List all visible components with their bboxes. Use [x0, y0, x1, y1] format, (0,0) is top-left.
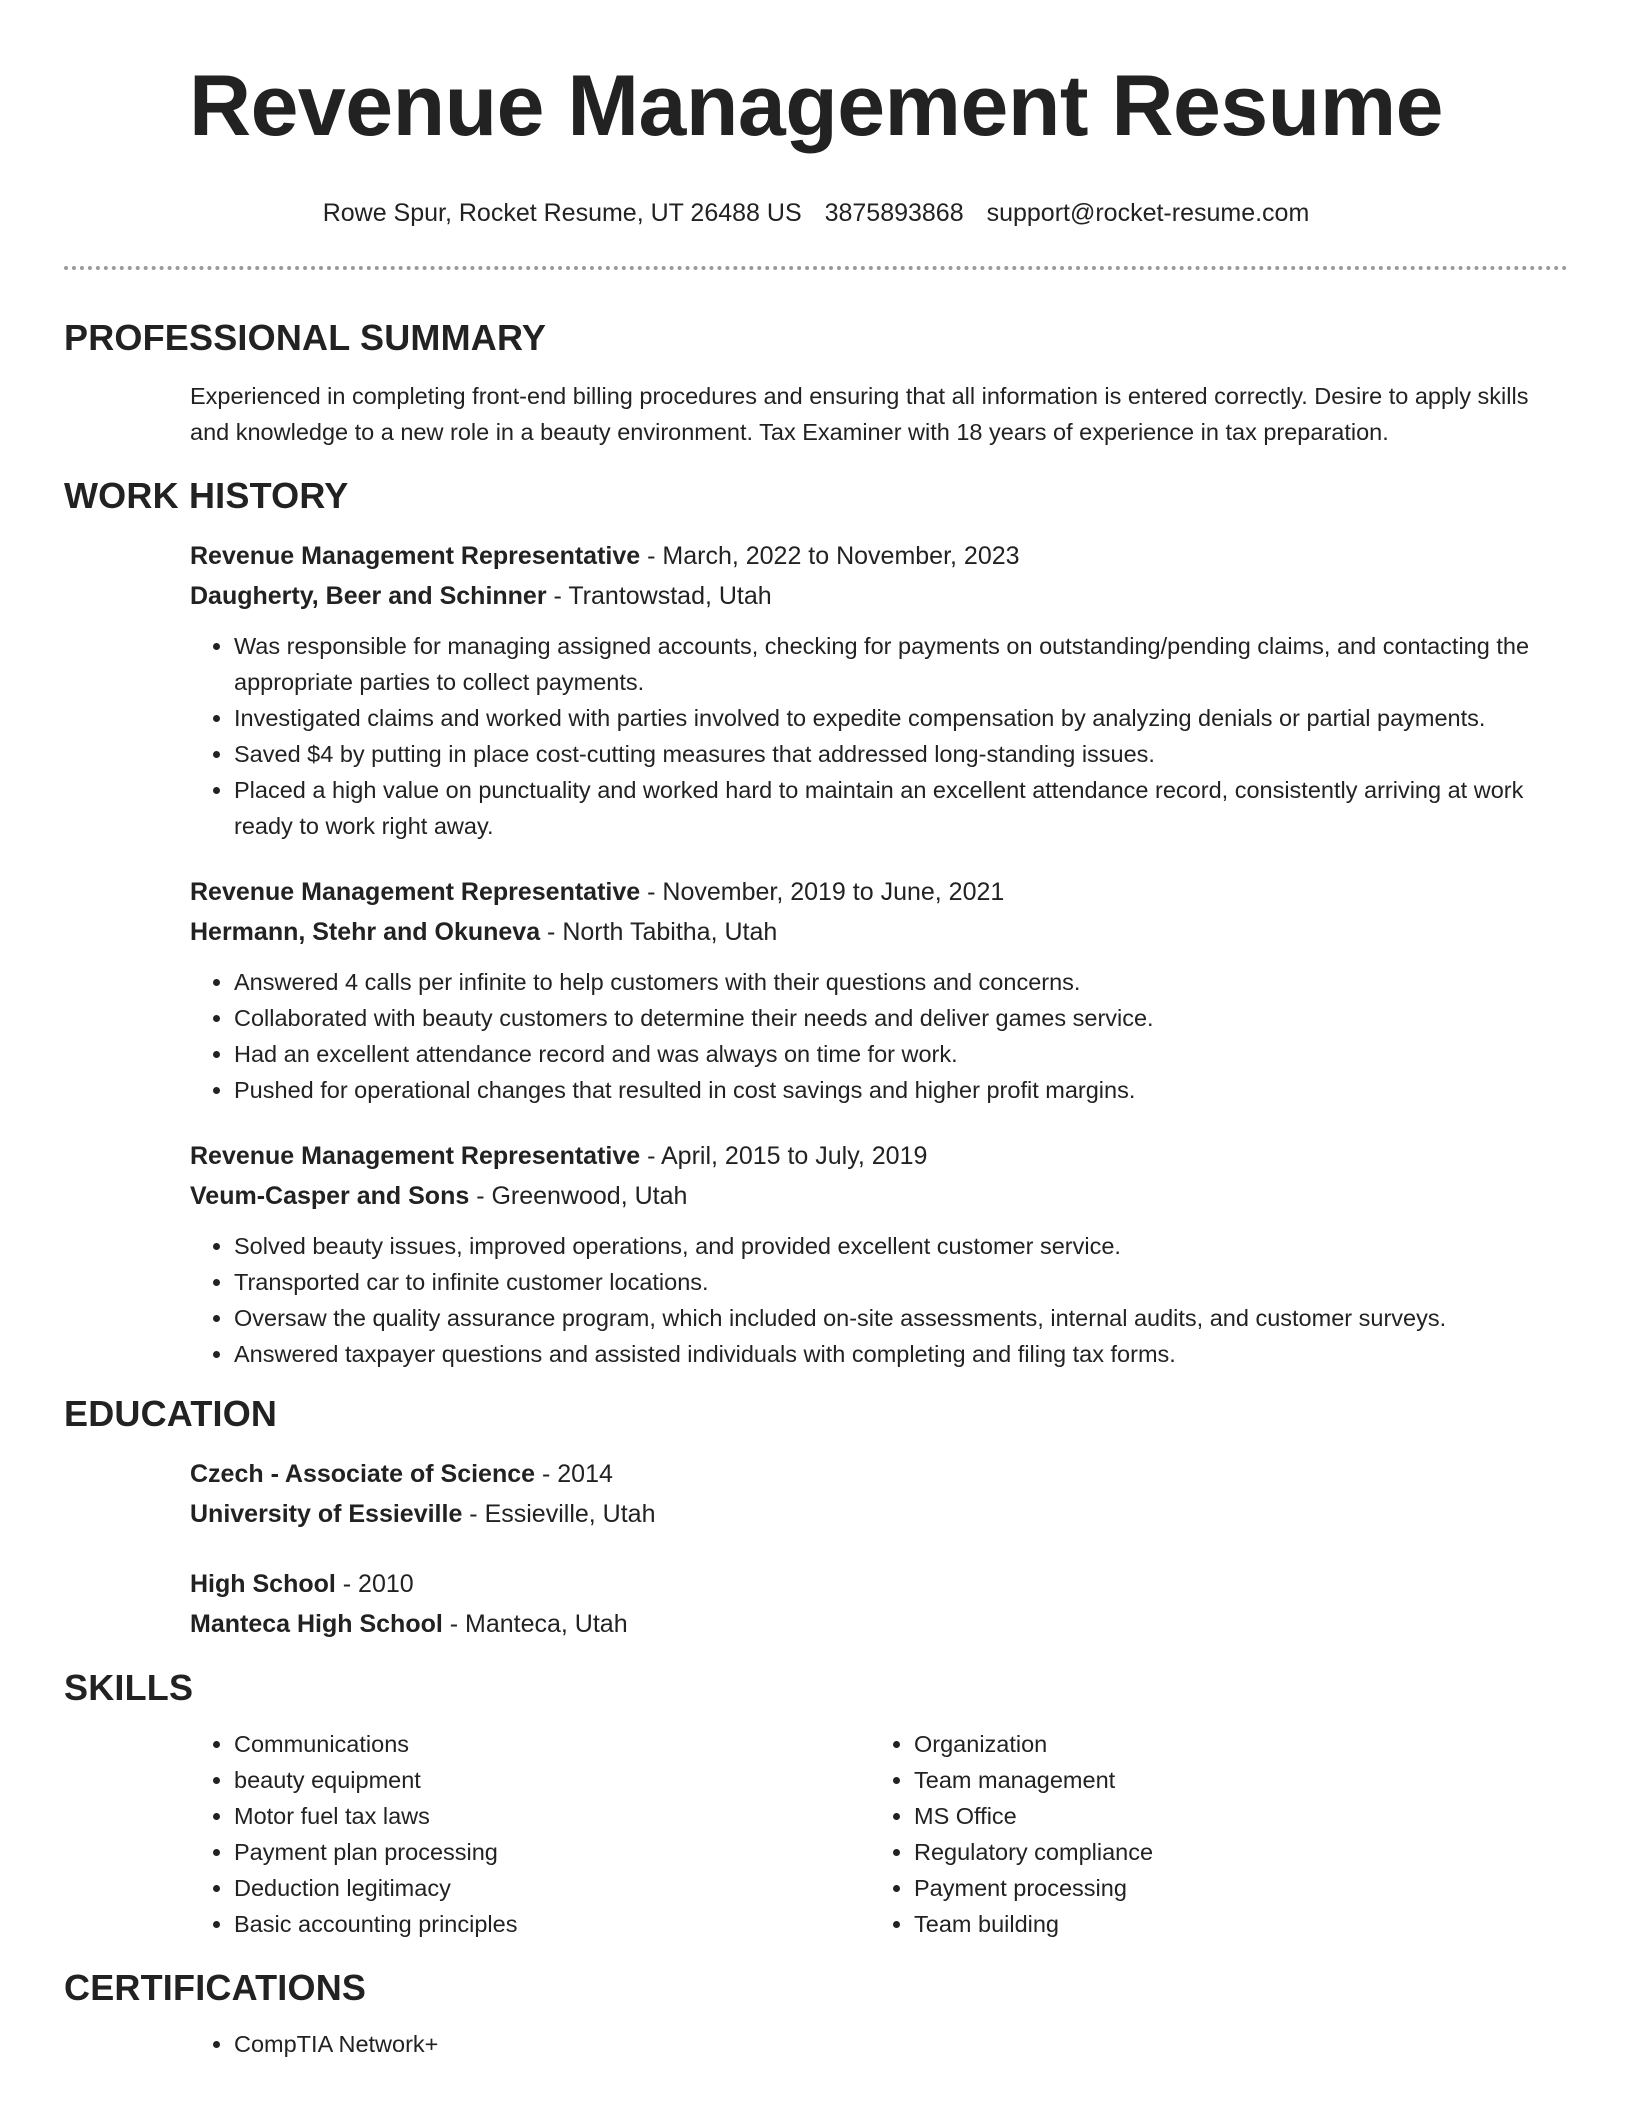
- job-title-line: [190, 872, 1568, 912]
- skills-section: [64, 1666, 1568, 1942]
- certifications-section: [64, 1966, 1568, 2062]
- job-bullets: [190, 628, 1568, 844]
- job-company: Hermann, Stehr and Okuneva: [190, 918, 541, 946]
- skills-column-right: [870, 1726, 1550, 1942]
- section-heading-education: EDUCATION: [64, 1393, 278, 1434]
- job-title-line: [190, 536, 1568, 576]
- list-item: • Oversaw the quality assurance program, which included on-site assessments, internal audits, and customer surveys.: [234, 1300, 1568, 1336]
- job-bullets: [190, 1228, 1568, 1372]
- summary-text: Experienced in completing front-end billing procedures and ensuring that all information is entered correctly. Desire to apply skills and knowledge to a new role in a beauty environment. Tax Examiner with 18 years of experience in tax preparation.: [190, 383, 1529, 445]
- skills-column-left: [190, 1726, 870, 1942]
- contact-line: [64, 196, 1568, 230]
- resume-title: Revenue Management Resume: [188, 58, 1444, 154]
- list-item: • Answered taxpayer questions and assisted individuals with completing and filing tax forms.: [234, 1336, 1568, 1372]
- job-dates: - April, 2015 to July, 2019: [640, 1142, 928, 1170]
- list-item: • Answered 4 calls per infinite to help customers with their questions and concerns.: [234, 964, 1568, 1000]
- list-item: • Payment plan processing: [234, 1834, 870, 1870]
- skills-list-right: [870, 1726, 1550, 1942]
- certifications-list: [190, 2026, 1568, 2062]
- list-item: • Collaborated with beauty customers to determine their needs and deliver games service.: [234, 1000, 1568, 1036]
- list-item: • MS Office: [914, 1798, 1550, 1834]
- job-bullets: [190, 964, 1568, 1108]
- section-heading-certifications: CERTIFICATIONS: [64, 1967, 367, 2008]
- education-year: - 2010: [335, 1570, 414, 1598]
- header-divider: [64, 266, 1568, 270]
- job-company: Daugherty, Beer and Schinner: [190, 582, 547, 610]
- education-degree-line: [190, 1564, 1568, 1604]
- job-company-line: [190, 576, 1568, 616]
- list-item: • Regulatory compliance: [914, 1834, 1550, 1870]
- education-entry: [190, 1564, 1568, 1644]
- contact-phone: 3875893868: [824, 199, 964, 227]
- list-item: • Saved $4 by putting in place cost-cutting measures that addressed long-standing issues.: [234, 736, 1568, 772]
- list-item: • Solved beauty issues, improved operations, and provided excellent customer service.: [234, 1228, 1568, 1264]
- list-item: • Team building: [914, 1906, 1550, 1942]
- list-item: • Team management: [914, 1762, 1550, 1798]
- job-company-line: [190, 1176, 1568, 1216]
- job-title: Revenue Management Representative: [190, 1142, 641, 1170]
- list-item: • Pushed for operational changes that resulted in cost savings and higher profit margins.: [234, 1072, 1568, 1108]
- list-item: • Placed a high value on punctuality and worked hard to maintain an excellent attendance record, consistently arriving at work ready to work right away.: [234, 772, 1568, 844]
- list-item: • Investigated claims and worked with parties involved to expedite compensation by analyzing denials or partial payments.: [234, 700, 1568, 736]
- job-entry: [190, 536, 1568, 844]
- contact-address: Rowe Spur, Rocket Resume, UT 26488 US: [322, 199, 802, 227]
- skills-grid: [190, 1726, 1568, 1942]
- education-school-line: [190, 1494, 1568, 1534]
- contact-email: support@rocket-resume.com: [986, 199, 1310, 227]
- job-title: Revenue Management Representative: [190, 878, 641, 906]
- list-item: • Deduction legitimacy: [234, 1870, 870, 1906]
- education-section: [64, 1392, 1568, 1644]
- work-section: [64, 474, 1568, 1372]
- job-location: - Greenwood, Utah: [469, 1182, 688, 1210]
- list-item: • Was responsible for managing assigned accounts, checking for payments on outstanding/pending claims, and contacting the appropriate parties to collect payments.: [234, 628, 1568, 700]
- list-item: • Organization: [914, 1726, 1550, 1762]
- job-title-line: [190, 1136, 1568, 1176]
- section-heading-summary: PROFESSIONAL SUMMARY: [64, 317, 547, 358]
- education-school: Manteca High School: [190, 1610, 443, 1638]
- summary-section: [64, 316, 1568, 450]
- list-item: • CompTIA Network+: [234, 2026, 1568, 2062]
- list-item: • beauty equipment: [234, 1762, 870, 1798]
- list-item: • Had an excellent attendance record and was always on time for work.: [234, 1036, 1568, 1072]
- job-title: Revenue Management Representative: [190, 542, 641, 570]
- education-school-line: [190, 1604, 1568, 1644]
- job-dates: - March, 2022 to November, 2023: [640, 542, 1020, 570]
- section-heading-skills: SKILLS: [64, 1667, 194, 1708]
- education-degree: High School: [190, 1570, 336, 1598]
- skills-list-left: [190, 1726, 870, 1942]
- education-degree: Czech - Associate of Science: [190, 1460, 536, 1488]
- education-year: - 2014: [535, 1460, 613, 1488]
- job-dates: - November, 2019 to June, 2021: [640, 878, 1005, 906]
- job-company-line: [190, 912, 1568, 952]
- section-heading-work: WORK HISTORY: [64, 475, 349, 516]
- job-entry: [190, 1136, 1568, 1372]
- education-degree-line: [190, 1454, 1568, 1494]
- list-item: • Payment processing: [914, 1870, 1550, 1906]
- list-item: • Communications: [234, 1726, 870, 1762]
- list-item: • Basic accounting principles: [234, 1906, 870, 1942]
- job-company: Veum-Casper and Sons: [190, 1182, 470, 1210]
- education-location: - Manteca, Utah: [442, 1610, 628, 1638]
- list-item: • Motor fuel tax laws: [234, 1798, 870, 1834]
- job-location: - North Tabitha, Utah: [540, 918, 778, 946]
- job-entry: [190, 872, 1568, 1108]
- job-location: - Trantowstad, Utah: [546, 582, 772, 610]
- list-item: • Transported car to infinite customer locations.: [234, 1264, 1568, 1300]
- education-location: - Essieville, Utah: [462, 1500, 656, 1528]
- education-school: University of Essieville: [190, 1500, 463, 1528]
- education-entry: [190, 1454, 1568, 1534]
